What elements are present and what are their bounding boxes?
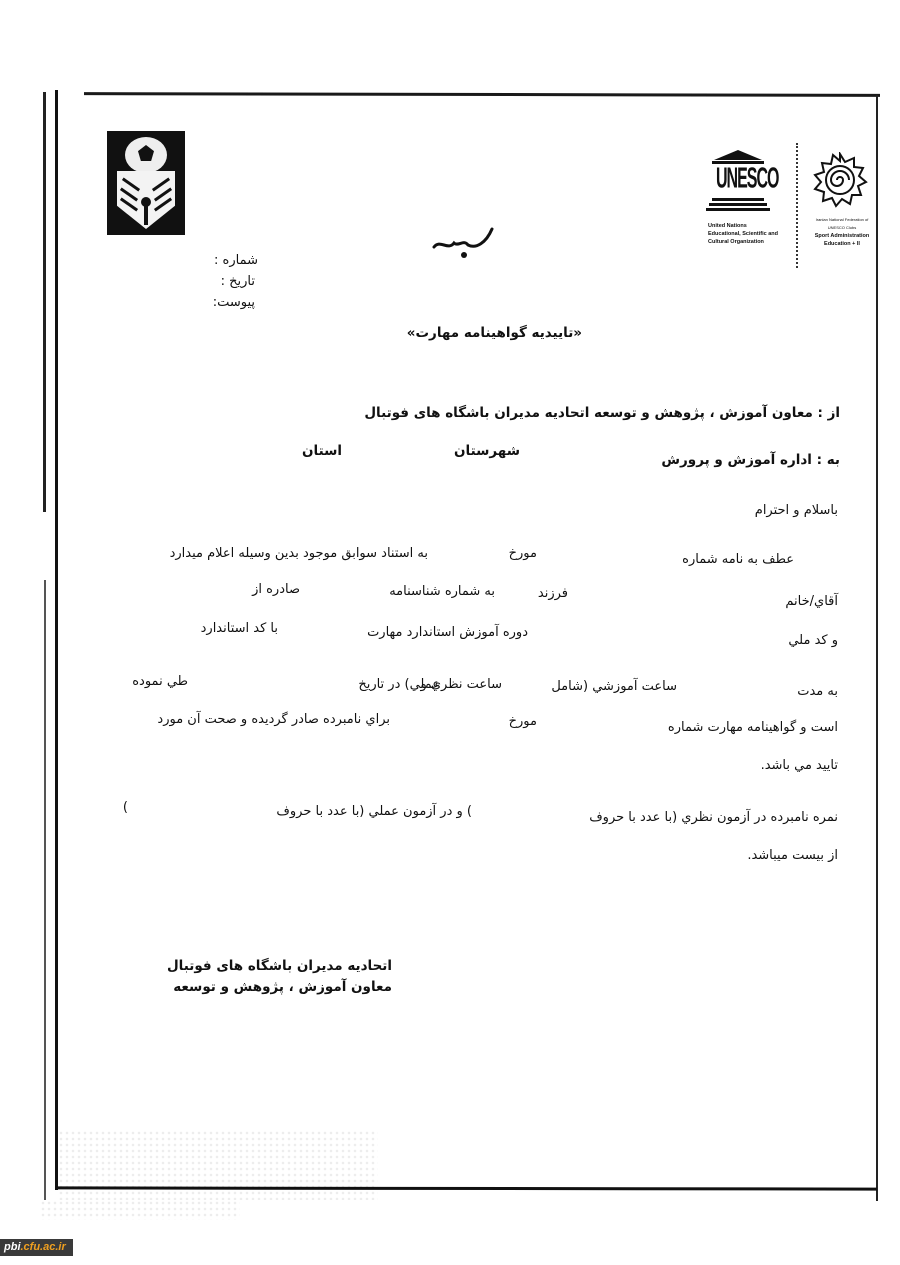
body-text: فرزند bbox=[537, 586, 568, 601]
caption-line: UNESCO Clubs bbox=[827, 225, 857, 230]
scan-edge-line bbox=[43, 92, 46, 512]
scan-noise bbox=[58, 1130, 378, 1200]
caption-line: Sport Administration bbox=[814, 233, 870, 239]
to-line: به : اداره آموزش و پرورش bbox=[661, 452, 840, 468]
body-text: مورخ bbox=[508, 714, 537, 729]
body-text: با كد استاندارد bbox=[200, 621, 278, 636]
watermark-prefix: pbi bbox=[4, 1241, 21, 1253]
club-emblem-logo bbox=[107, 131, 185, 235]
temple-step bbox=[712, 198, 764, 201]
unesco-caption bbox=[708, 222, 778, 246]
body-text: ساعت آموزشي (شامل bbox=[551, 679, 677, 694]
score-text: ) bbox=[122, 800, 128, 815]
bismillah-calligraphy bbox=[430, 225, 500, 265]
body-text: مورخ bbox=[508, 546, 537, 561]
county-label: شهرستان bbox=[454, 443, 520, 459]
body-text: و كد ملي bbox=[788, 633, 838, 648]
body-text: از بيست ميباشد. bbox=[747, 848, 838, 863]
site-watermark bbox=[0, 1239, 73, 1256]
keyhole-stem bbox=[144, 203, 148, 225]
score-text: ) و در آزمون عملي (با عدد با حروف bbox=[276, 804, 472, 819]
caption-line: Cultural Organization bbox=[708, 239, 764, 245]
body-text: براي نامبرده صادر گرديده و صحت آن مورد bbox=[157, 712, 390, 727]
body-text: ساعت نظري و bbox=[420, 677, 502, 692]
document-title: «تاییدیه گواهینامه مهارت» bbox=[406, 325, 582, 341]
scan-noise bbox=[40, 1200, 240, 1220]
watermark-domain: .cfu.ac.ir bbox=[20, 1241, 66, 1253]
province-label: استان bbox=[301, 443, 342, 459]
caption-line: United Nations bbox=[708, 223, 747, 229]
from-line: از : معاون آموزش ، پژوهش و توسعه اتحادیه مدیران باشگاه های فوتبال bbox=[364, 405, 840, 421]
body-text: است و گواهينامه مهارت شماره bbox=[667, 720, 838, 735]
letter-number-label: شماره : bbox=[214, 253, 258, 268]
body-text: طي نموده bbox=[132, 674, 188, 689]
body-text: تاييد مي باشد. bbox=[760, 758, 838, 773]
unesco-wordmark: UNESCO bbox=[716, 164, 779, 195]
signature-organization: اتحادیه مدیران باشگاه های فوتبال bbox=[166, 958, 392, 974]
body-text: صادره از bbox=[252, 582, 300, 597]
body-text: به استناد سوابق موجود بدین وسیله اعلام میدارد bbox=[169, 546, 428, 561]
body-text: دوره آموزش استاندارد مهارت bbox=[367, 625, 528, 640]
letter-attachment-label: پیوست: bbox=[212, 295, 255, 310]
body-text: آقاي/خانم bbox=[785, 594, 838, 609]
scan-edge-line bbox=[44, 580, 46, 1200]
temple-step bbox=[706, 208, 770, 211]
temple-roof-icon bbox=[714, 150, 762, 160]
sport-logo-caption bbox=[804, 216, 880, 248]
score-text: نمره نامبرده در آزمون نظري (با عدد با حروف bbox=[589, 810, 838, 825]
body-text: عملي) در تاريخ bbox=[358, 677, 440, 692]
temple-step bbox=[709, 203, 767, 206]
page-border-top bbox=[84, 92, 880, 97]
letter-date-label: تاریخ : bbox=[220, 274, 255, 289]
caption-line: Iranian National Federation of bbox=[815, 217, 869, 222]
body-text: به شماره شناسنامه bbox=[389, 584, 495, 599]
page-border-left bbox=[55, 90, 58, 1190]
signature-title: معاون آموزش ، پژوهش و توسعه bbox=[173, 979, 392, 995]
caption-line: Education + II bbox=[824, 241, 860, 247]
logo-divider bbox=[796, 143, 800, 268]
greeting: باسلام و احترام bbox=[754, 503, 838, 518]
body-text: عطف به نامه شماره bbox=[682, 552, 794, 567]
unesco-logo bbox=[708, 150, 788, 265]
page-border-right bbox=[876, 95, 878, 1201]
sport-administration-logo bbox=[810, 152, 872, 262]
rosette-spiral-icon bbox=[812, 152, 868, 208]
caption-line: Educational, Scientific and bbox=[708, 231, 778, 237]
body-text: به مدت bbox=[797, 684, 838, 699]
